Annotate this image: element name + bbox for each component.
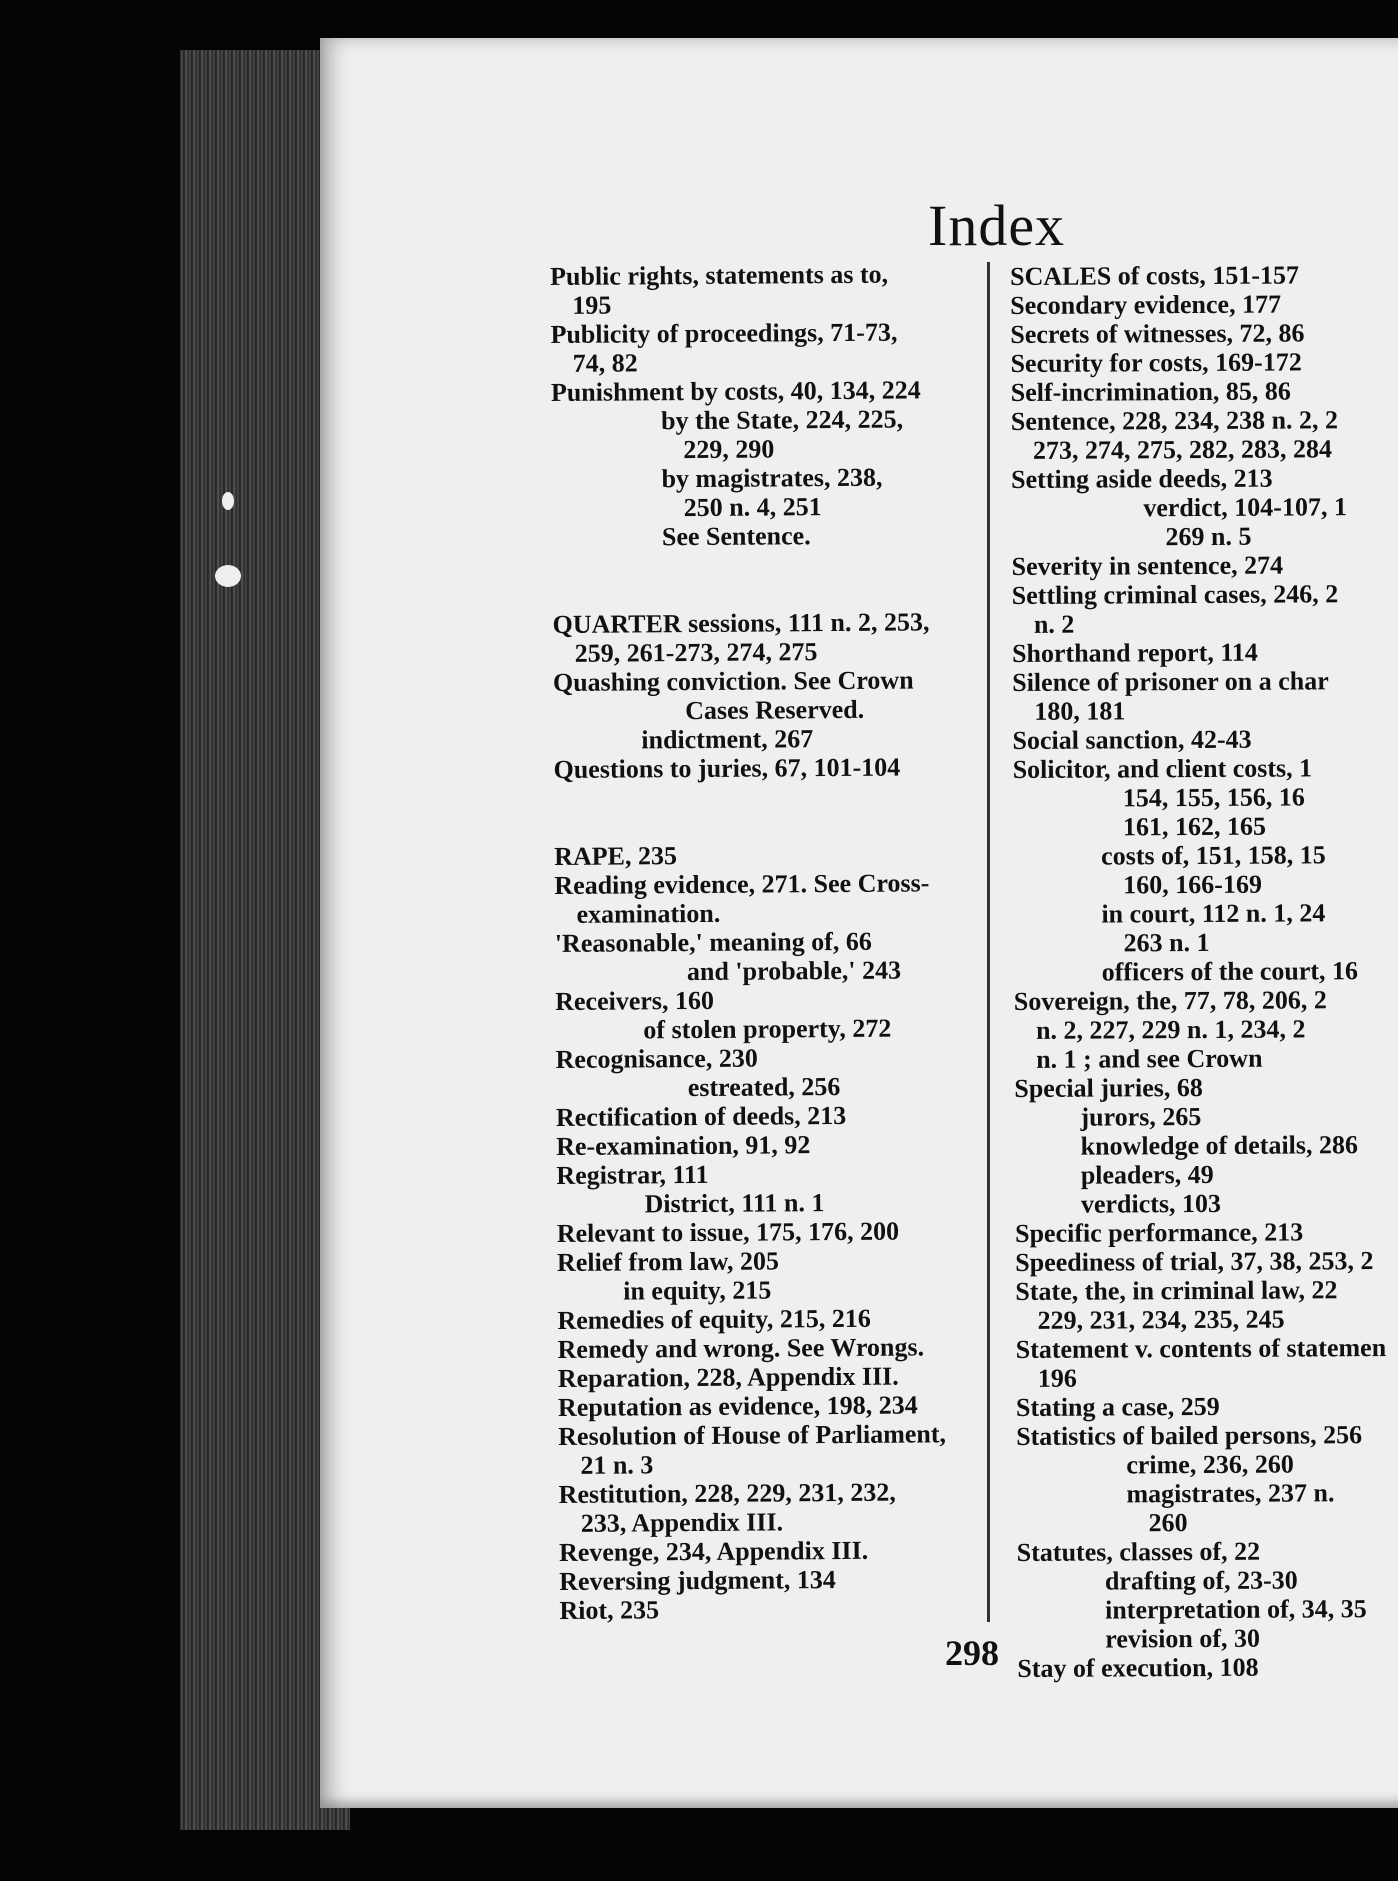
index-entry: 229, 231, 234, 235, 245	[1037, 1304, 1285, 1335]
index-entry: jurors, 265	[1080, 1102, 1202, 1132]
index-entry: 74, 82	[572, 348, 638, 378]
index-entry: 180, 181	[1034, 696, 1126, 726]
index-entry: 229, 290	[683, 434, 775, 465]
index-entry: 196	[1037, 1363, 1077, 1393]
index-entry: n. 1 ; and see Crown	[1036, 1043, 1263, 1074]
index-entry: Specific performance, 213	[1015, 1217, 1304, 1248]
index-entry: District, 111 n. 1	[644, 1188, 825, 1219]
column-divider	[987, 262, 990, 1622]
index-entry: Punishment by costs, 40, 134, 224	[550, 375, 921, 407]
index-entry: indictment, 267	[641, 724, 814, 755]
index-entry: Public rights, statements as to,	[550, 259, 889, 291]
index-entry: Rectification of deeds, 213	[555, 1100, 847, 1132]
index-entry: Revenge, 234, Appendix III.	[558, 1535, 869, 1567]
index-entry: Secrets of witnesses, 72, 86	[1010, 318, 1305, 349]
index-entry: Questions to juries, 67, 101-104	[553, 752, 901, 784]
index-entry: 263 n. 1	[1123, 927, 1210, 958]
index-entry: State, the, in criminal law, 22	[1015, 1275, 1338, 1306]
dust-speck	[222, 492, 234, 510]
index-entry: SCALES of costs, 151-157	[1010, 260, 1300, 291]
index-entry: 'Reasonable,' meaning of, 66	[554, 926, 872, 958]
index-entry: Settling criminal cases, 246, 2	[1011, 579, 1339, 610]
index-entry: Stating a case, 259	[1015, 1391, 1220, 1422]
index-column-right	[1010, 260, 1398, 1683]
index-entry: knowledge of details, 286	[1080, 1130, 1359, 1161]
page-title: Index	[928, 193, 1066, 258]
index-entry: by the State, 224, 225,	[661, 404, 904, 436]
page-number: 298	[945, 1633, 999, 1673]
index-entry: Remedies of equity, 215, 216	[557, 1303, 871, 1335]
index-entry: Reversing judgment, 134	[559, 1565, 836, 1596]
index-entry: Security for costs, 169-172	[1010, 347, 1302, 378]
index-entry: 161, 162, 165	[1122, 811, 1267, 842]
index-entry: 273, 274, 275, 282, 283, 284	[1032, 434, 1333, 465]
index-entry: Registrar, 111	[556, 1159, 709, 1190]
index-entry: Sentence, 228, 234, 238 n. 2, 2	[1010, 405, 1339, 436]
dust-speck	[215, 565, 241, 587]
index-entry: Quashing conviction. See Crown	[552, 665, 914, 697]
index-entry: Statutes, classes of, 22	[1016, 1536, 1261, 1567]
index-entry: Setting aside deeds, 213	[1011, 463, 1273, 494]
index-entry: See Sentence.	[661, 521, 811, 552]
index-entry: 269 n. 5	[1165, 521, 1252, 552]
index-entry: Social sanction, 42-43	[1012, 724, 1252, 755]
index-entry: Receivers, 160	[555, 985, 715, 1016]
index-entry: drafting of, 23-30	[1104, 1565, 1298, 1596]
index-entry: Publicity of proceedings, 71-73,	[550, 317, 898, 349]
index-entry: of stolen property, 272	[643, 1013, 892, 1045]
index-entry: by magistrates, 238,	[661, 462, 883, 494]
index-entry: and 'probable,' 243	[686, 955, 902, 987]
index-entry: verdict, 104-107, 1	[1143, 492, 1347, 523]
index-entry: Solicitor, and client costs, 1	[1012, 753, 1313, 784]
index-entry: Reputation as evidence, 198, 234	[557, 1390, 918, 1422]
index-entry: Reading evidence, 271. See Cross-	[554, 868, 930, 900]
section-gap	[552, 549, 992, 610]
index-entry: verdicts, 103	[1080, 1188, 1222, 1219]
index-entry: Speediness of trial, 37, 38, 253, 2	[1015, 1246, 1374, 1277]
index-entry: costs of, 151, 158, 15	[1101, 840, 1326, 871]
index-entry: Stay of execution, 108	[1017, 1652, 1259, 1683]
index-entry: Silence of prisoner on a char	[1012, 666, 1329, 697]
index-entry: 154, 155, 156, 16	[1122, 782, 1305, 813]
index-entry: Cases Reserved.	[685, 694, 865, 726]
index-entry: Severity in sentence, 274	[1011, 550, 1284, 581]
index-entry: pleaders, 49	[1080, 1159, 1214, 1190]
index-entry: Restitution, 228, 229, 231, 232,	[558, 1477, 896, 1509]
index-entry: 21 n. 3	[580, 1450, 654, 1480]
index-entry: Statement v. contents of statemen	[1015, 1333, 1387, 1364]
index-entry: n. 2	[1033, 609, 1075, 639]
index-entry: examination.	[576, 898, 721, 929]
index-entry: RAPE, 235	[554, 841, 678, 871]
index-entry: Statistics of bailed persons, 256	[1016, 1420, 1363, 1451]
index-entry: Secondary evidence, 177	[1010, 289, 1282, 320]
index-entry: Reparation, 228, Appendix III.	[557, 1361, 899, 1393]
index-entry: 195	[572, 290, 612, 320]
index-entry: Re-examination, 91, 92	[556, 1130, 811, 1161]
index-column-left	[550, 259, 1000, 1625]
index-entry: 160, 166-169	[1123, 869, 1263, 900]
index-entry: in court, 112 n. 1, 24	[1101, 898, 1326, 929]
section-gap	[554, 781, 994, 842]
index-entry: Special juries, 68	[1014, 1073, 1203, 1103]
index-entry: n. 2, 227, 229 n. 1, 234, 2	[1035, 1014, 1306, 1045]
index-entry: revision of, 30	[1105, 1623, 1261, 1654]
index-entry: Relief from law, 205	[556, 1246, 780, 1277]
index-entry: 233, Appendix III.	[580, 1507, 784, 1538]
index-entry: Resolution of House of Parliament,	[558, 1419, 947, 1451]
index-entry: Self-incrimination, 85, 86	[1010, 376, 1291, 407]
index-entry: 250 n. 4, 251	[683, 492, 822, 523]
index-entry: 259, 261-273, 274, 275	[574, 637, 818, 668]
index-entry: QUARTER sessions, 111 n. 2, 253,	[552, 607, 930, 639]
index-entry: Relevant to issue, 175, 176, 200	[556, 1216, 900, 1248]
index-entry: Sovereign, the, 77, 78, 206, 2	[1013, 985, 1327, 1016]
index-entry: estreated, 256	[687, 1071, 841, 1103]
index-entry: Riot, 235	[559, 1595, 660, 1625]
index-entry: interpretation of, 34, 35	[1104, 1594, 1367, 1625]
index-entry: magistrates, 237 n.	[1126, 1478, 1335, 1509]
index-entry: crime, 236, 260	[1126, 1449, 1294, 1480]
index-entry: Recognisance, 230	[555, 1043, 758, 1074]
index-entry: officers of the court, 16	[1101, 956, 1359, 987]
index-entry: in equity, 215	[623, 1275, 772, 1306]
index-entry: Remedy and wrong. See Wrongs.	[557, 1332, 925, 1364]
index-entry: 260	[1148, 1508, 1188, 1538]
index-entry: Shorthand report, 114	[1011, 637, 1258, 668]
